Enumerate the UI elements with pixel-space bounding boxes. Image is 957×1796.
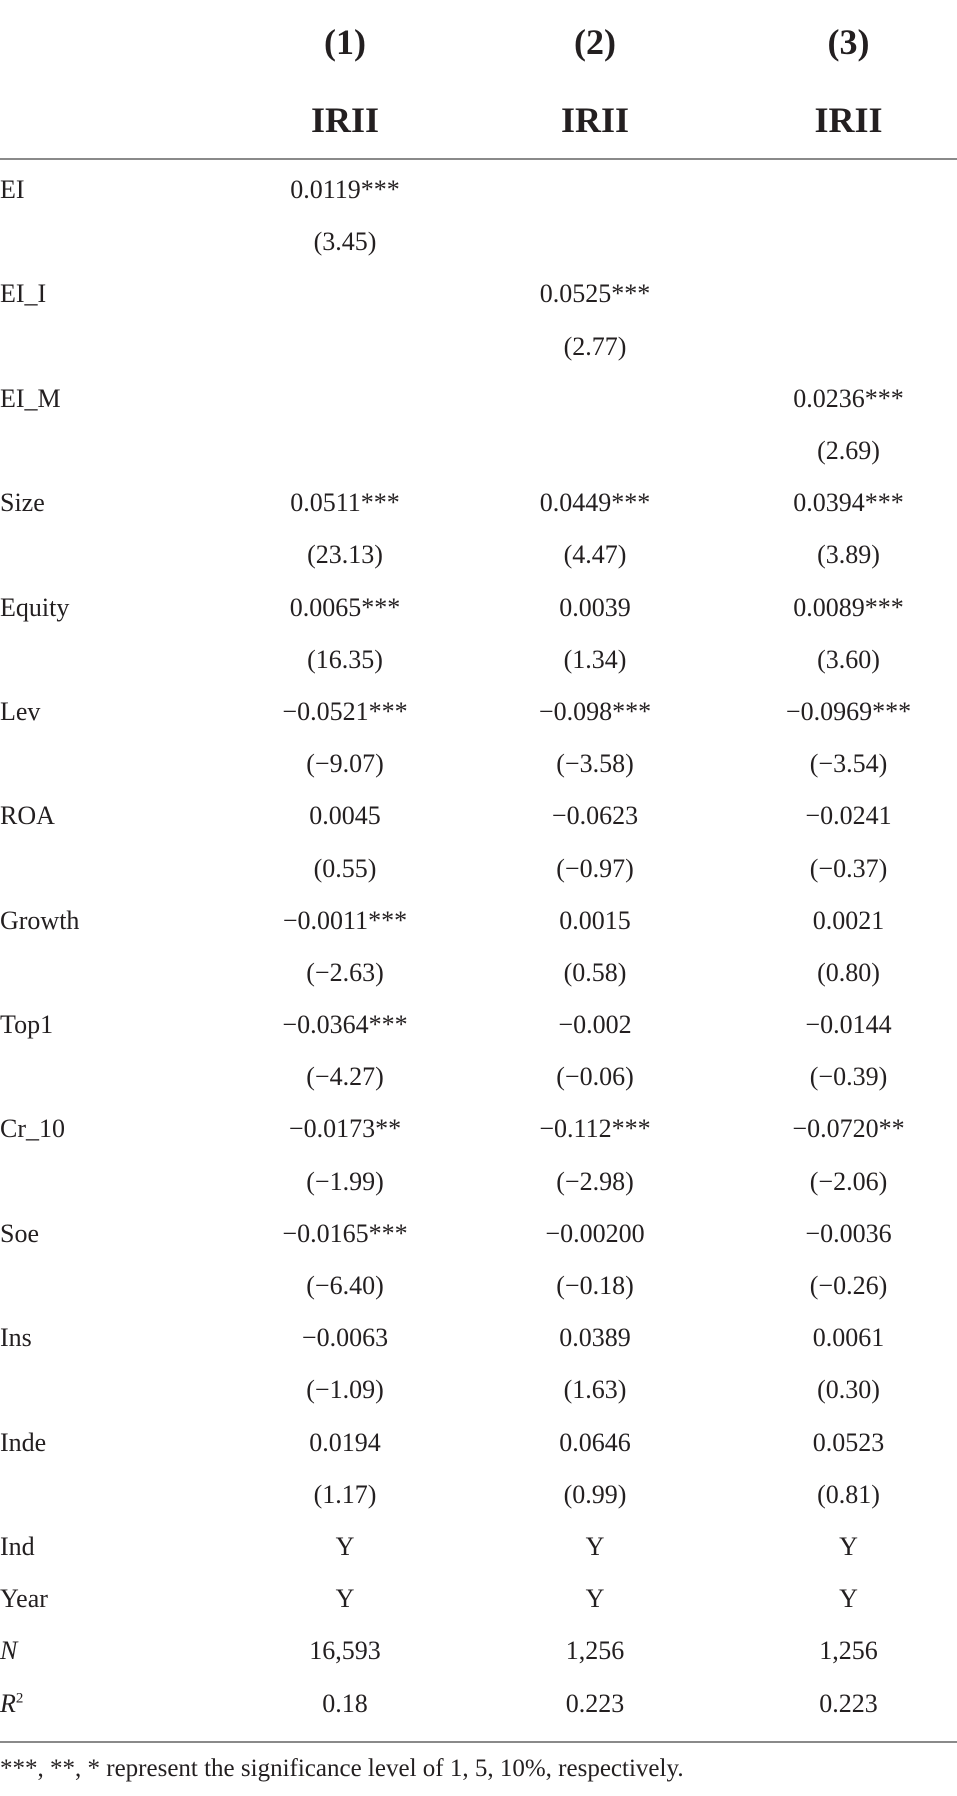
table-row-coefficient <box>0 373 957 425</box>
table-row-tstat <box>0 842 957 894</box>
column-number-3: (3) <box>827 22 870 62</box>
cell-col-1 <box>240 321 450 373</box>
table-row-tstat <box>0 216 957 268</box>
cell-col-1: −0.0173** <box>288 1114 402 1144</box>
cell-col-1: 0.0511*** <box>290 488 400 518</box>
cell-col-1: −0.0011*** <box>282 905 408 935</box>
table-row-tstat <box>0 634 957 686</box>
row-label <box>0 842 240 894</box>
cell-col-3: 0.0394*** <box>793 488 904 518</box>
column-number-2: (2) <box>574 22 616 62</box>
r2-value-3: 0.223 <box>819 1688 878 1718</box>
table-row-n <box>0 1625 957 1677</box>
row-label: Ind <box>0 1531 35 1561</box>
cell-col-2: (−0.97) <box>556 853 634 883</box>
row-label: Top1 <box>0 1010 54 1040</box>
column-dependent-1: IRII <box>310 100 380 140</box>
table-row-coefficient <box>0 268 957 320</box>
row-label: Lev <box>0 696 41 726</box>
table-row-tstat <box>0 1364 957 1416</box>
cell-col-3 <box>740 268 957 320</box>
cell-col-2: 0.0389 <box>559 1323 631 1353</box>
cell-col-1: Y <box>335 1531 355 1561</box>
cell-col-3: 0.0523 <box>812 1427 885 1457</box>
n-label: N <box>0 1636 18 1666</box>
table-row-coefficient <box>0 159 957 216</box>
row-label: EI_I <box>0 279 47 309</box>
cell-col-3 <box>740 159 957 216</box>
row-label-r2 <box>0 1677 240 1729</box>
cell-col-3: −0.0969*** <box>785 696 912 726</box>
r2-superscript: 2 <box>15 1689 24 1706</box>
cell-col-2 <box>450 216 740 268</box>
cell-col-2: (1.34) <box>563 644 627 674</box>
table-body <box>0 159 957 1730</box>
cell-col-3: (−0.26) <box>809 1271 888 1301</box>
cell-col-2: (0.99) <box>563 1479 627 1509</box>
r2-label: R <box>0 1688 16 1718</box>
row-label: Growth <box>0 905 80 935</box>
cell-col-1: (3.45) <box>313 227 377 257</box>
table-footnote: ***, **, * represent the significance level of 1, 5, 10%, respectively. <box>0 1755 684 1782</box>
cell-col-2: 0.0449*** <box>539 488 651 518</box>
cell-col-2: −0.002 <box>558 1010 632 1040</box>
cell-col-1 <box>240 373 450 425</box>
cell-col-1: 0.0119*** <box>290 175 400 205</box>
table-row-coefficient <box>0 1573 957 1625</box>
cell-col-2: (−3.58) <box>556 749 634 779</box>
table-row-tstat <box>0 425 957 477</box>
row-label <box>0 947 240 999</box>
cell-col-2: 0.0015 <box>559 905 631 935</box>
row-label: Cr_10 <box>0 1114 65 1144</box>
cell-col-3: −0.0720** <box>792 1114 905 1144</box>
cell-col-3: −0.0036 <box>805 1218 892 1248</box>
cell-col-2: 0.0646 <box>559 1427 631 1457</box>
cell-col-3: −0.0241 <box>805 801 892 831</box>
table-row-coefficient <box>0 1312 957 1364</box>
row-label <box>0 321 240 373</box>
column-dependent-3: IRII <box>814 100 883 140</box>
table-row-coefficient <box>0 686 957 738</box>
table-row-tstat <box>0 1260 957 1312</box>
column-number-1: (1) <box>324 22 366 62</box>
row-label-n <box>0 1625 240 1677</box>
table-row-coefficient <box>0 1521 957 1573</box>
cell-col-1: (1.17) <box>313 1479 377 1509</box>
row-label: ROA <box>0 801 55 831</box>
table-row-tstat <box>0 738 957 790</box>
table-row-coefficient <box>0 477 957 529</box>
cell-col-2: −0.0623 <box>551 801 639 831</box>
header-corner <box>0 0 240 82</box>
row-label <box>0 529 240 581</box>
cell-col-1: 0.0194 <box>309 1427 381 1457</box>
cell-col-2: Y <box>585 1584 605 1614</box>
cell-col-3: (0.80) <box>817 957 880 987</box>
table-row-coefficient <box>0 999 957 1051</box>
cell-col-1: 0.0045 <box>309 801 381 831</box>
cell-col-3: (3.60) <box>817 644 880 674</box>
r2-value-1: 0.18 <box>322 1688 368 1718</box>
table-row-coefficient <box>0 582 957 634</box>
row-label: EI <box>0 175 25 205</box>
cell-col-3: 0.0061 <box>812 1323 885 1353</box>
row-label <box>0 1469 240 1521</box>
row-label <box>0 1156 240 1208</box>
table-row-coefficient <box>0 1103 957 1155</box>
cell-col-2: −0.00200 <box>545 1218 645 1248</box>
table-row-tstat <box>0 529 957 581</box>
table-row-coefficient <box>0 895 957 947</box>
cell-col-1: −0.0364*** <box>282 1010 408 1040</box>
cell-col-3: (0.81) <box>817 1479 880 1509</box>
row-label: Soe <box>0 1218 39 1248</box>
cell-col-1: Y <box>335 1584 355 1614</box>
cell-col-2: (2.77) <box>563 331 627 361</box>
cell-col-1: (−4.27) <box>306 1062 384 1092</box>
cell-col-3: 0.0021 <box>812 905 885 935</box>
cell-col-2: (4.47) <box>563 540 627 570</box>
n-value-1: 16,593 <box>309 1636 381 1666</box>
cell-col-1: (−2.63) <box>306 957 384 987</box>
row-label <box>0 425 240 477</box>
row-label <box>0 1364 240 1416</box>
cell-col-1: 0.0065*** <box>289 592 401 622</box>
cell-col-1: (−1.99) <box>306 1166 384 1196</box>
cell-col-3: 0.0089*** <box>793 592 904 622</box>
row-label: Inde <box>0 1427 47 1457</box>
r2-value-2: 0.223 <box>565 1688 625 1718</box>
cell-col-3: (−0.39) <box>809 1062 888 1092</box>
row-label: EI_M <box>0 383 61 413</box>
cell-col-1: −0.0165*** <box>282 1218 408 1248</box>
cell-col-2: Y <box>585 1531 605 1561</box>
cell-col-2: (−2.98) <box>556 1166 634 1196</box>
row-label: Equity <box>0 592 70 622</box>
cell-col-3 <box>740 321 957 373</box>
cell-col-3: (−2.06) <box>809 1166 888 1196</box>
cell-col-2 <box>450 425 740 477</box>
cell-col-1: −0.0521*** <box>282 696 408 726</box>
cell-col-2: −0.098*** <box>538 696 652 726</box>
header-row-column-numbers <box>0 0 957 82</box>
cell-col-3 <box>740 216 957 268</box>
table-row-r2 <box>0 1677 957 1729</box>
cell-col-1: (23.13) <box>307 540 383 570</box>
table-row-tstat <box>0 1051 957 1103</box>
table-row-tstat <box>0 947 957 999</box>
cell-col-1: (16.35) <box>307 644 383 674</box>
row-label: Year <box>0 1584 48 1614</box>
row-label <box>0 216 240 268</box>
cell-col-3: Y <box>839 1584 858 1614</box>
cell-col-3: Y <box>839 1531 858 1561</box>
cell-col-3: (3.89) <box>817 540 880 570</box>
cell-col-1: (0.55) <box>313 853 377 883</box>
cell-col-2: 0.0039 <box>559 592 631 622</box>
cell-col-1: (−9.07) <box>306 749 384 779</box>
cell-col-1: −0.0063 <box>301 1323 389 1353</box>
table-row-tstat <box>0 321 957 373</box>
cell-col-3: −0.0144 <box>805 1010 892 1040</box>
row-label <box>0 1260 240 1312</box>
header-row-dependent-variables <box>0 82 957 159</box>
header-corner-2 <box>0 82 240 159</box>
row-label <box>0 634 240 686</box>
column-dependent-2: IRII <box>560 100 630 140</box>
cell-col-2: −0.112*** <box>539 1114 651 1144</box>
cell-col-2: (−0.06) <box>556 1062 634 1092</box>
cell-col-2: 0.0525*** <box>539 279 651 309</box>
n-value-3: 1,256 <box>819 1636 878 1666</box>
cell-col-2 <box>450 373 740 425</box>
table-row-coefficient <box>0 790 957 842</box>
cell-col-1 <box>240 268 450 320</box>
cell-col-3: (−3.54) <box>809 749 888 779</box>
cell-col-1: (−1.09) <box>306 1375 384 1405</box>
table-row-tstat <box>0 1469 957 1521</box>
bottom-rule <box>0 1741 957 1743</box>
table-row-tstat <box>0 1156 957 1208</box>
n-value-2: 1,256 <box>565 1636 625 1666</box>
cell-col-3: (−0.37) <box>809 853 888 883</box>
table-row-coefficient <box>0 1417 957 1469</box>
row-label: Size <box>0 488 45 518</box>
row-label <box>0 738 240 790</box>
cell-col-1: (−6.40) <box>306 1271 384 1301</box>
cell-col-2: (0.58) <box>563 957 627 987</box>
table-header <box>0 0 957 159</box>
cell-col-2: (−0.18) <box>556 1271 634 1301</box>
row-label <box>0 1051 240 1103</box>
cell-col-3: 0.0236*** <box>793 383 904 413</box>
cell-col-3: (2.69) <box>817 436 880 466</box>
cell-col-2 <box>450 159 740 216</box>
row-label: Ins <box>0 1323 32 1353</box>
table-row-coefficient <box>0 1208 957 1260</box>
cell-col-2: (1.63) <box>563 1375 627 1405</box>
cell-col-1 <box>240 425 450 477</box>
cell-col-3: (0.30) <box>817 1375 880 1405</box>
